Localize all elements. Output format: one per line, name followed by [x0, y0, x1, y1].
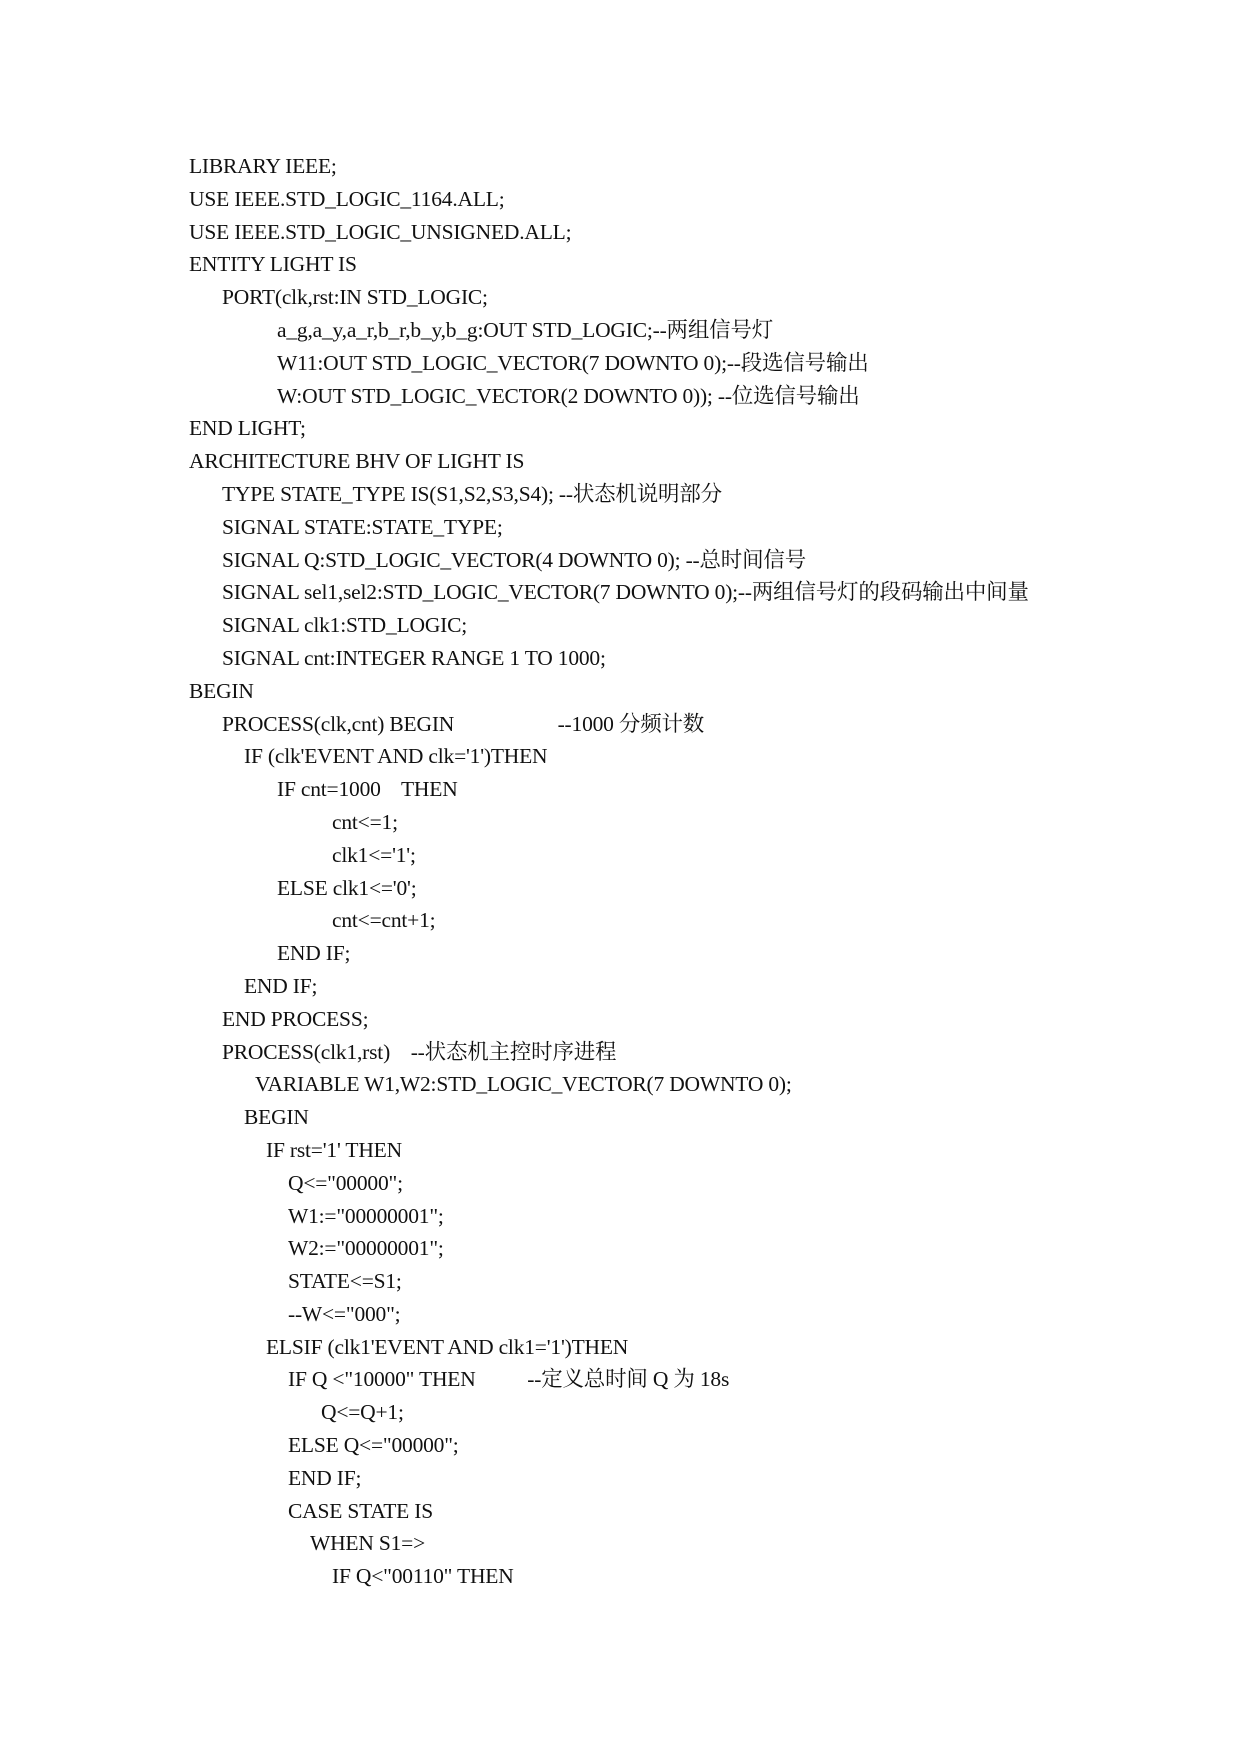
code-line: ELSE Q<="00000"; — [288, 1433, 459, 1458]
code-line: PROCESS(clk1,rst) --状态机主控时序进程 — [222, 1039, 617, 1064]
code-line: IF Q <"10000" THEN --定义总时间 Q 为 18s — [288, 1367, 730, 1392]
code-line: PORT(clk,rst:IN STD_LOGIC; — [222, 285, 488, 310]
code-line: SIGNAL cnt:INTEGER RANGE 1 TO 1000; — [222, 645, 606, 670]
code-line: USE IEEE.STD_LOGIC_UNSIGNED.ALL; — [189, 219, 572, 244]
code-line: USE IEEE.STD_LOGIC_1164.ALL; — [189, 186, 505, 211]
code-line: W:OUT STD_LOGIC_VECTOR(2 DOWNTO 0)); --位选信号输出 — [277, 383, 860, 408]
code-line: W2:="00000001"; — [288, 1236, 444, 1261]
code-line: BEGIN — [244, 1105, 309, 1130]
code-line: PROCESS(clk,cnt) BEGIN --1000 分频计数 — [222, 711, 705, 736]
code-line: IF (clk'EVENT AND clk='1')THEN — [244, 744, 548, 769]
code-line: W1:="00000001"; — [288, 1203, 444, 1228]
code-line: cnt<=cnt+1; — [332, 908, 436, 933]
code-line: END IF; — [244, 973, 318, 998]
code-line: END IF; — [288, 1465, 362, 1490]
code-line: SIGNAL clk1:STD_LOGIC; — [222, 613, 468, 638]
code-line: WHEN S1=> — [310, 1531, 426, 1556]
code-line: Q<=Q+1; — [321, 1400, 404, 1425]
code-line: END PROCESS; — [222, 1006, 369, 1031]
code-line: clk1<='1'; — [332, 842, 416, 867]
code-line: TYPE STATE_TYPE IS(S1,S2,S3,S4); --状态机说明部分 — [222, 481, 722, 506]
code-line: END LIGHT; — [189, 416, 306, 441]
code-line: END IF; — [277, 941, 351, 966]
code-line: VARIABLE W1,W2:STD_LOGIC_VECTOR(7 DOWNTO 0); — [255, 1072, 792, 1097]
code-line: IF Q<"00110" THEN — [332, 1564, 514, 1589]
code-line: Q<="00000"; — [288, 1170, 403, 1195]
code-line: SIGNAL sel1,sel2:STD_LOGIC_VECTOR(7 DOWNTO 0);--两组信号灯的段码输出中间量 — [222, 580, 1029, 605]
code-line: ENTITY LIGHT IS — [189, 252, 357, 277]
code-line: ELSIF (clk1'EVENT AND clk1='1')THEN — [266, 1334, 629, 1359]
code-line: CASE STATE IS — [288, 1498, 434, 1523]
code-line: IF rst='1' THEN — [266, 1137, 402, 1162]
code-line: ELSE clk1<='0'; — [277, 875, 417, 900]
code-line: cnt<=1; — [332, 809, 398, 834]
code-line: SIGNAL STATE:STATE_TYPE; — [222, 514, 503, 539]
code-line: ARCHITECTURE BHV OF LIGHT IS — [189, 449, 525, 474]
code-line: STATE<=S1; — [288, 1269, 402, 1294]
code-line: SIGNAL Q:STD_LOGIC_VECTOR(4 DOWNTO 0); --总时间信号 — [222, 547, 807, 572]
code-line: a_g,a_y,a_r,b_r,b_y,b_g:OUT STD_LOGIC;--两组信号灯 — [277, 317, 774, 342]
code-line: IF cnt=1000 THEN — [277, 777, 458, 802]
vhdl-code-listing — [189, 150, 1189, 1593]
code-line: LIBRARY IEEE; — [189, 154, 337, 178]
code-line: W11:OUT STD_LOGIC_VECTOR(7 DOWNTO 0);--段选信号输出 — [277, 350, 869, 375]
code-line: --W<="000"; — [288, 1301, 401, 1326]
code-line: BEGIN — [189, 678, 254, 703]
